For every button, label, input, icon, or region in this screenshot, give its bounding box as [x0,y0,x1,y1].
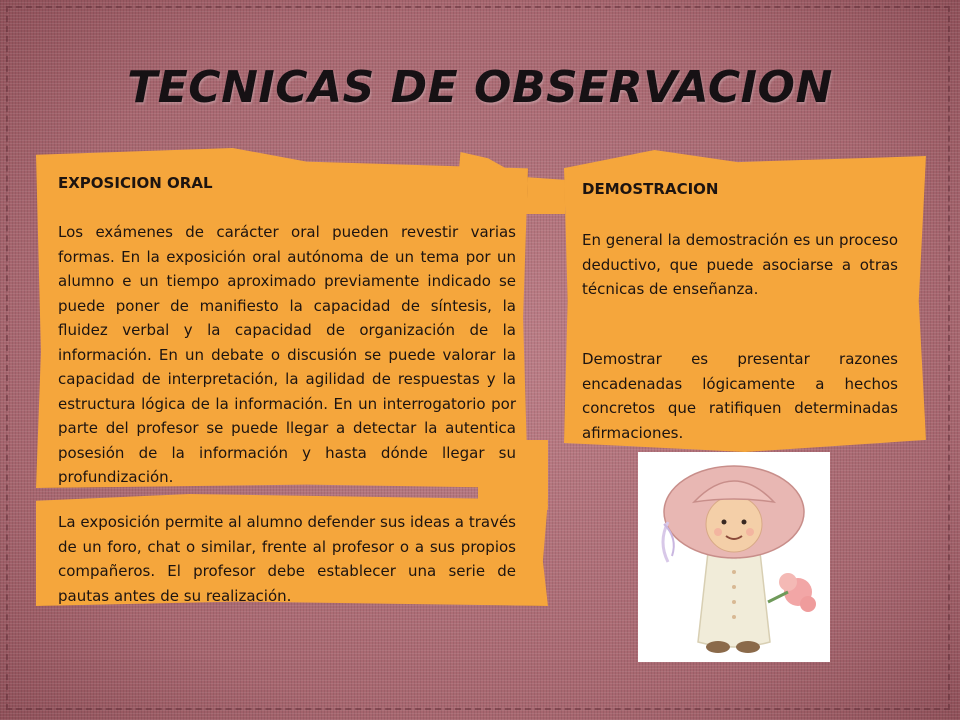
demostracion-heading: DEMOSTRACION [582,180,719,198]
exposicion-paragraph: Los exámenes de carácter oral pueden revestir varias formas. En la exposición oral autónoma de un tema por un alumno e un tiempo aproximado previamente indicado se puede poner de manifiesto la capacidad de síntesis, la fluidez verbal y la capacidad de organización de la información. En un debate o discusión se puede valorar la capacidad de interpretación, la agilidad de respuestas y la estructura lógica de la información. En un interrogatorio por parte del profesor se puede llegar a detectar la autentica posesión de la información y hasta dónde llegar su profundización. [58,223,516,486]
demostracion-paragraph-1: En general la demostración es un proceso deductivo, que puede asociarse a otras técnicas de enseñanza. [582,231,898,298]
girl-with-hat-illustration [638,452,830,662]
girl-with-hat-icon [638,452,830,662]
demostracion-paragraph-2: Demostrar es presentar razones encadenadas lógicamente a hechos concretos que ratifiquen determinadas afirmaciones. [582,350,898,442]
exposicion-heading: EXPOSICION ORAL [58,174,213,192]
exposicion-continuation: La exposición permite al alumno defender sus ideas a través de un foro, chat o similar, frente al profesor o a sus propios compañeros. El profesor debe establecer una serie de pautas antes de su realización. [58,513,516,605]
page-title: TECNICAS DE OBSERVACION [127,62,833,113]
